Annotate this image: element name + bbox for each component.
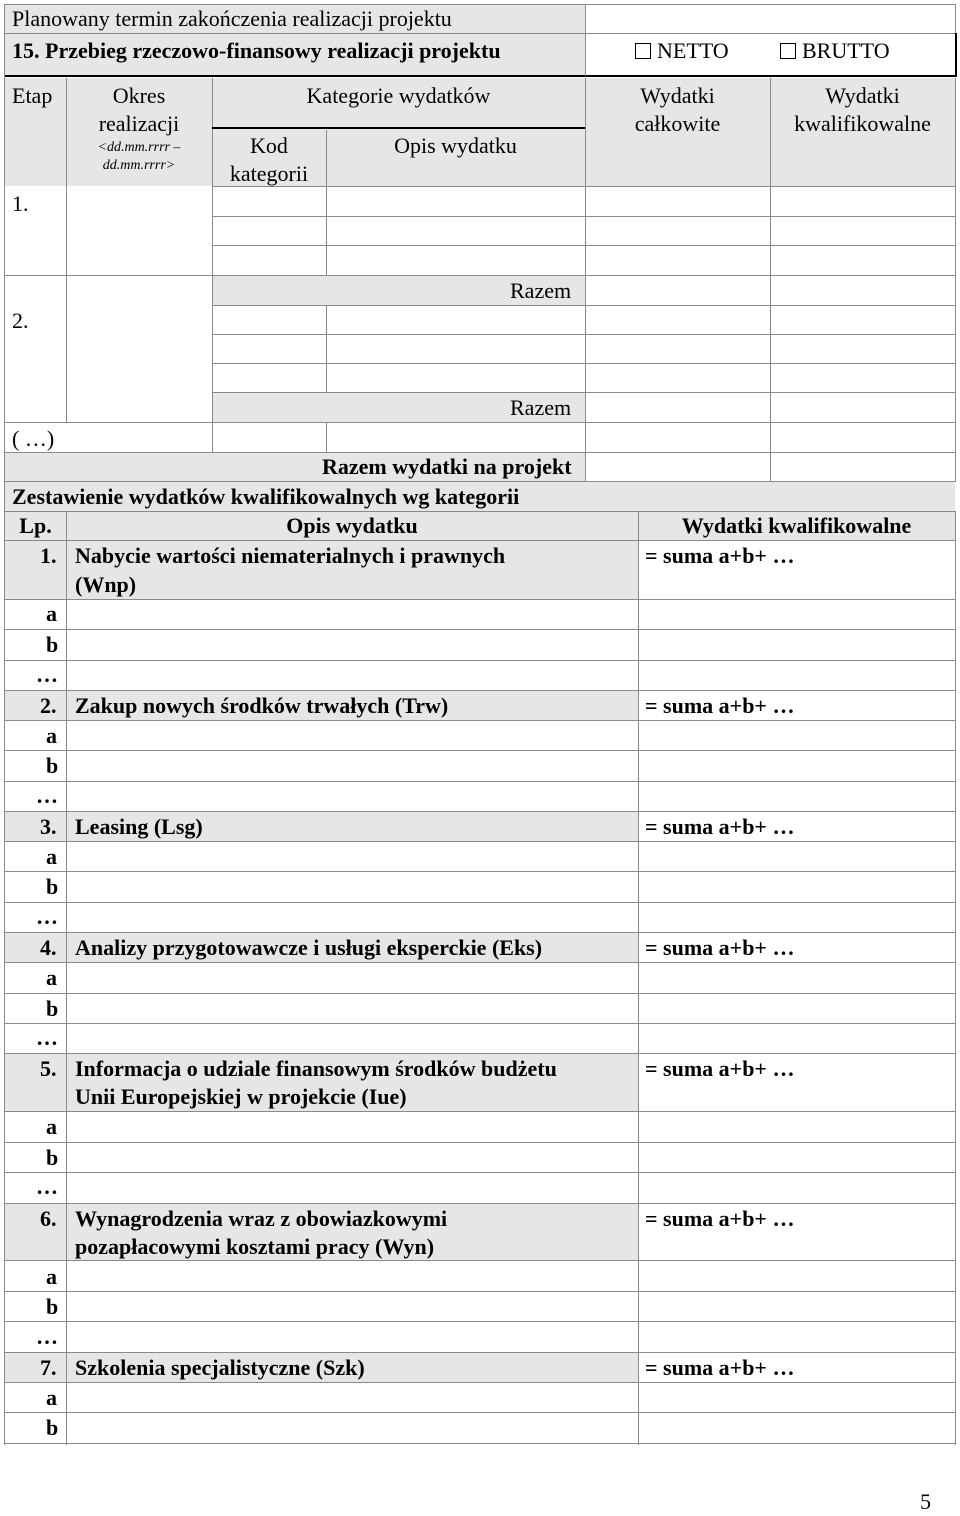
- netto-label: NETTO: [657, 38, 729, 63]
- cat5-sub-b: b: [46, 1145, 59, 1170]
- cat6-sub-b: b: [46, 1294, 59, 1319]
- cat3-name: Leasing (Lsg): [75, 814, 203, 839]
- brutto-label: BRUTTO: [802, 38, 890, 63]
- cat2-sub-b: b: [46, 753, 59, 778]
- netto-option[interactable]: [635, 37, 729, 65]
- cat2-suma: = suma a+b+ …: [645, 693, 795, 718]
- cat3-sub-a: a: [46, 844, 57, 869]
- cat4-ellipsis: …: [36, 1025, 58, 1050]
- col-okres-line2: realizacji: [98, 111, 180, 136]
- razem-stage-2: Razem: [510, 395, 572, 420]
- cat1-num: 1.: [40, 543, 57, 568]
- col-kategorie: Kategorie wydatków: [306, 83, 491, 108]
- cat4-num: 4.: [40, 935, 57, 960]
- col-wydatki-kwal: Wydatki kwalifikowalne: [681, 513, 912, 538]
- cat6-num: 6.: [40, 1206, 57, 1231]
- stage-more: ( …): [12, 426, 55, 451]
- col-lp: Lp.: [19, 513, 52, 538]
- stage-1: 1.: [12, 191, 29, 216]
- cat5-suma: = suma a+b+ …: [645, 1056, 795, 1081]
- cat5-ellipsis: …: [36, 1174, 58, 1199]
- col-kwal-line2: kwalifikowalne: [794, 111, 931, 136]
- cat2-num: 2.: [40, 693, 57, 718]
- planned-end-label: Planowany termin zakończenia realizacji projektu: [12, 6, 452, 31]
- page-number: 5: [920, 1489, 931, 1514]
- cat5-name-line2: Unii Europejskiej w projekcie (Iue): [75, 1084, 407, 1109]
- cat2-name: Zakup nowych środków trwałych (Trw): [75, 693, 449, 718]
- cat3-ellipsis: …: [36, 904, 58, 929]
- razem-projekt: Razem wydatki na projekt: [322, 454, 572, 479]
- cat5-sub-a: a: [46, 1114, 57, 1139]
- cat1-ellipsis: …: [36, 662, 58, 687]
- cat1-suma: = suma a+b+ …: [645, 543, 795, 568]
- cat7-suma: = suma a+b+ …: [645, 1355, 795, 1380]
- summary-title: Zestawienie wydatków kwalifikowalnych wg kategorii: [12, 484, 520, 509]
- cat6-sub-a: a: [46, 1264, 57, 1289]
- cat1-name-line2: (Wnp): [75, 572, 137, 597]
- cat7-num: 7.: [40, 1355, 57, 1380]
- cat4-sub-b: b: [46, 996, 59, 1021]
- cat1-name-line1: Nabycie wartości niematerialnych i prawnych: [75, 543, 506, 568]
- cat6-suma: = suma a+b+ …: [645, 1206, 795, 1231]
- col-kod-line2: kategorii: [229, 161, 309, 186]
- cat1-sub-a: a: [46, 601, 57, 626]
- brutto-option[interactable]: [780, 37, 890, 65]
- netto-checkbox[interactable]: [635, 43, 651, 59]
- cat3-sub-b: b: [46, 874, 59, 899]
- col-kod-line1: Kod: [250, 133, 288, 158]
- cat6-ellipsis: …: [36, 1324, 58, 1349]
- section-title: 15. Przebieg rzeczowo-finansowy realizacji projektu: [12, 38, 501, 63]
- cat5-name-line1: Informacja o udziale finansowym środków budżetu: [75, 1056, 557, 1081]
- cat2-ellipsis: …: [36, 783, 58, 808]
- razem-stage-1: Razem: [510, 278, 572, 303]
- stage-2: 2.: [12, 308, 29, 333]
- cat4-sub-a: a: [46, 965, 57, 990]
- cat3-num: 3.: [40, 814, 57, 839]
- cat1-sub-b: b: [46, 632, 59, 657]
- col-okres-line1: Okres: [112, 83, 166, 108]
- col-calkowite-line1: Wydatki: [640, 83, 715, 108]
- cat2-sub-a: a: [46, 723, 57, 748]
- cat6-name-line1: Wynagrodzenia wraz z obowiazkowymi: [75, 1206, 448, 1231]
- cat7-sub-a: a: [46, 1385, 57, 1410]
- col-okres-hint2: dd.mm.rrrr>: [102, 158, 176, 173]
- brutto-checkbox[interactable]: [780, 43, 796, 59]
- cat7-sub-b: b: [46, 1415, 59, 1440]
- cat4-name: Analizy przygotowawcze i usługi eksperckie (Eks): [75, 935, 543, 960]
- col-opis: Opis wydatku: [286, 513, 418, 538]
- col-okres-hint1: <dd.mm.rrrr –: [97, 140, 181, 155]
- col-kwal-line1: Wydatki: [825, 83, 900, 108]
- col-calkowite-line2: całkowite: [634, 111, 721, 136]
- cat6-name-line2: pozapłacowymi kosztami pracy (Wyn): [75, 1234, 435, 1259]
- cat3-suma: = suma a+b+ …: [645, 814, 795, 839]
- cat4-suma: = suma a+b+ …: [645, 935, 795, 960]
- col-etap: Etap: [12, 83, 53, 108]
- col-opis-wydatku: Opis wydatku: [394, 133, 517, 158]
- cat5-num: 5.: [40, 1056, 57, 1081]
- cat7-name: Szkolenia specjalistyczne (Szk): [75, 1355, 365, 1380]
